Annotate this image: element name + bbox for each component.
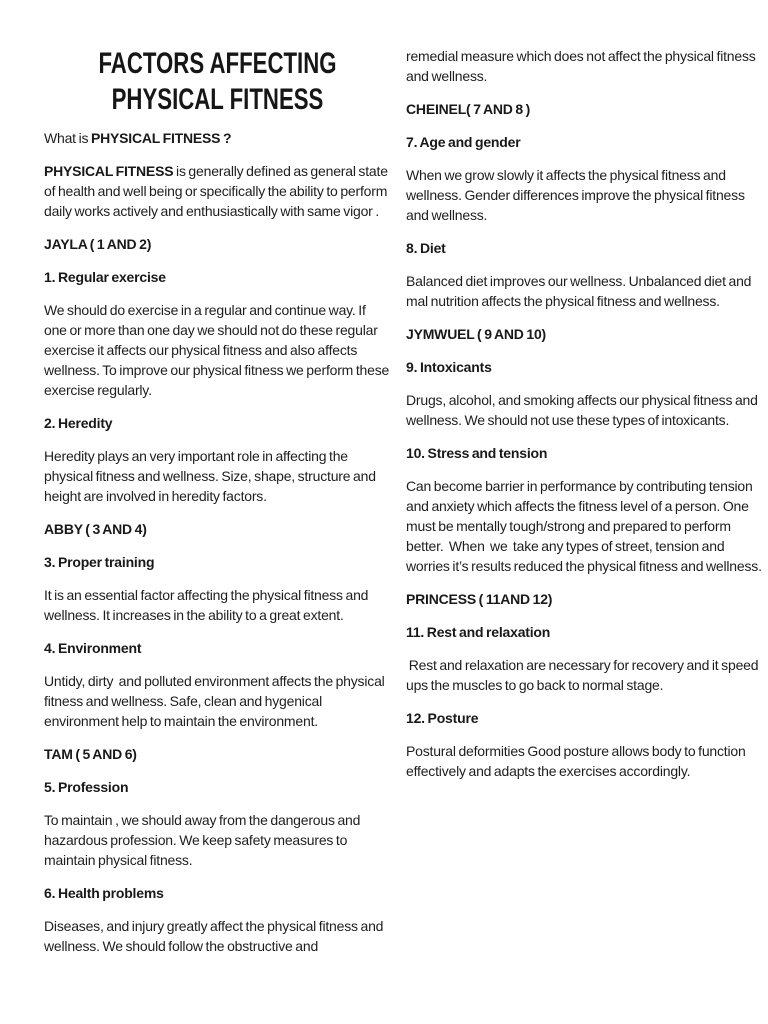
bold-text-run: TAM ( 5 AND 6)	[44, 746, 137, 762]
bold-text-run: 6. Health problems	[44, 885, 164, 901]
bold-text-run: PRINCESS ( 11AND 12)	[406, 591, 553, 607]
body-paragraph	[44, 300, 391, 400]
text-run: remedial measure which does not affect the physical fitness and wellness.	[406, 48, 759, 84]
right-column	[406, 46, 762, 794]
bold-text-run: 1. Regular exercise	[44, 269, 166, 285]
body-paragraph	[406, 476, 762, 576]
bold-text-run: JYMWUEL ( 9 AND 10)	[406, 326, 546, 342]
section-heading	[44, 777, 391, 797]
bold-text-run: 12. Posture	[406, 710, 479, 726]
text-run: We should do exercise in a regular and continue way. If one or more than one day we should not do these regular exercise it affects our physical fitness and also affects wellness. To improve our physical fitness we perform these exercise regularly.	[44, 302, 392, 398]
body-paragraph	[44, 810, 391, 870]
section-heading	[44, 552, 391, 572]
section-heading	[406, 324, 762, 344]
text-run: Diseases, and injury greatly affect the physical fitness and wellness. We should follow the obstructive and	[44, 918, 386, 954]
body-paragraph	[406, 741, 762, 781]
section-heading	[406, 99, 762, 119]
body-paragraph	[44, 671, 391, 731]
section-heading	[406, 238, 762, 258]
page-title-line-1: FACTORS AFFECTING	[98, 47, 337, 80]
body-paragraph	[406, 165, 762, 225]
bold-text-run: PHYSICAL FITNESS	[44, 163, 174, 179]
section-heading	[406, 443, 762, 463]
bold-text-run: 5. Profession	[44, 779, 129, 795]
section-heading	[406, 589, 762, 609]
body-paragraph	[406, 46, 762, 86]
body-paragraph	[44, 446, 391, 506]
text-run: Drugs, alcohol, and smoking affects our physical fitness and wellness. We should not use these types of intoxicants.	[406, 392, 761, 428]
left-column	[44, 46, 391, 969]
section-heading	[44, 267, 391, 287]
section-heading	[406, 708, 762, 728]
text-run: Postural deformities Good posture allows body to function effectively and adapts the exercises accordingly.	[406, 743, 749, 779]
body-paragraph	[44, 585, 391, 625]
text-run: It is an essential factor affecting the physical fitness and wellness. It increases in the ability to a great extent.	[44, 587, 371, 623]
text-run: To maintain , we should away from the dangerous and hazardous profession. We keep safety measures to maintain physical fitness.	[44, 812, 363, 868]
text-run: Can become barrier in performance by contributing tension and anxiety which affects the fitness level of a person. One must be mentally tough/strong and prepared to perform better. When we take any types of street, tension and worries it’s results reduced the physical fitness and wellness.	[406, 478, 762, 574]
page-title	[89, 46, 346, 118]
bold-text-run: 11. Rest and relaxation	[406, 624, 551, 640]
section-heading	[44, 638, 391, 658]
section-heading	[44, 883, 391, 903]
bold-text-run: 10. Stress and tension	[406, 445, 548, 461]
section-heading	[44, 413, 391, 433]
section-heading	[44, 519, 391, 539]
section-heading	[44, 744, 391, 764]
body-paragraph	[44, 161, 391, 221]
bold-text-run: 4. Environment	[44, 640, 142, 656]
body-paragraph	[44, 128, 391, 148]
section-heading	[406, 357, 762, 377]
text-run: Untidy, dirty and polluted environment affects the physical fitness and wellness. Safe, clean and hygenical environment help to maintain the environment.	[44, 673, 388, 729]
text-run: Rest and relaxation are necessary for recovery and it speed ups the muscles to go back to normal stage.	[406, 657, 762, 693]
text-run: is generally defined as general state of health and well being or specifically the ability to perform daily works actively and enthusiastically with same vigor .	[44, 163, 391, 219]
bold-text-run: 8. Diet	[406, 240, 446, 256]
section-heading	[44, 234, 391, 254]
section-heading	[406, 132, 762, 152]
bold-text-run: 3. Proper training	[44, 554, 155, 570]
text-run: What is	[44, 130, 91, 146]
page-title-line-2: PHYSICAL FITNESS	[111, 83, 324, 116]
bold-text-run: PHYSICAL FITNESS ?	[90, 130, 232, 146]
bold-text-run: 7. Age and gender	[406, 134, 521, 150]
body-paragraph	[406, 271, 762, 311]
text-run: When we grow slowly it affects the physical fitness and wellness. Gender differences improve the physical fitness and wellness.	[406, 167, 748, 223]
bold-text-run: 9. Intoxicants	[406, 359, 492, 375]
bold-text-run: JAYLA ( 1 AND 2)	[44, 236, 152, 252]
body-paragraph	[406, 655, 762, 695]
bold-text-run: CHEINEL( 7 AND 8 )	[406, 101, 531, 117]
text-run: Balanced diet improves our wellness. Unbalanced diet and mal nutrition affects the physical fitness and wellness.	[406, 273, 754, 309]
section-heading	[406, 622, 762, 642]
body-paragraph	[406, 390, 762, 430]
body-paragraph	[44, 916, 391, 956]
text-run: Heredity plays an very important role in affecting the physical fitness and wellness. Size, shape, structure and height are involved in heredity factors.	[44, 448, 379, 504]
bold-text-run: 2. Heredity	[44, 415, 113, 431]
bold-text-run: ABBY ( 3 AND 4)	[44, 521, 147, 537]
